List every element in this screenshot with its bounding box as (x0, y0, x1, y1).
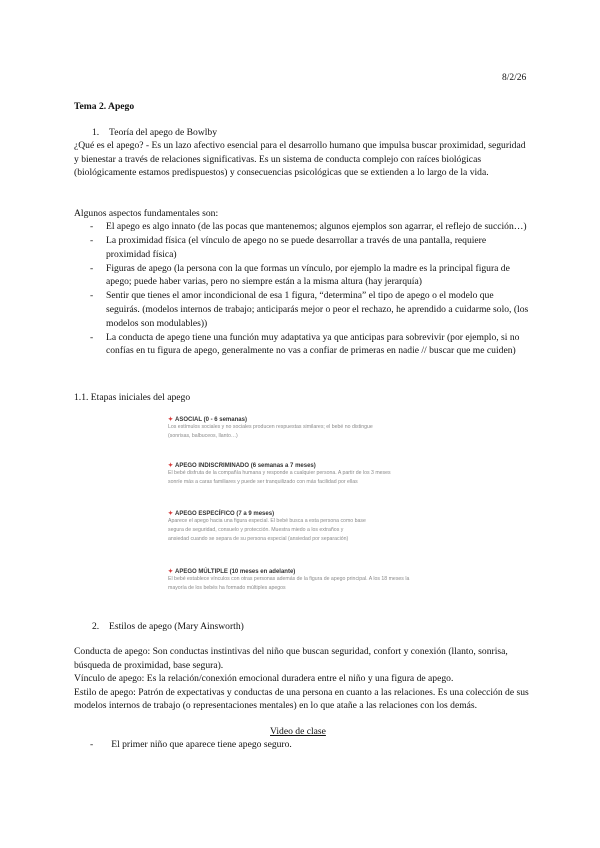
bullet-dash: - (90, 221, 94, 232)
list-item (74, 234, 529, 261)
bullet-dash: - (90, 739, 94, 750)
pin-icon: ✦ (168, 417, 174, 423)
bullet-dash: - (90, 235, 94, 247)
stage-multiple (168, 568, 458, 593)
list-item (74, 289, 529, 330)
stage-text-line: El bebé disfruta de la compañía humana y responde a cualquier persona. A partir de los 3 meses (168, 470, 391, 476)
video-section-title: Video de clase (270, 726, 326, 737)
aspects-list (74, 220, 529, 358)
section-2-title: Estilos de apego (Mary Ainsworth) (109, 621, 244, 632)
stage-indiscriminado (168, 462, 458, 487)
list-item-text: La conducta de apego tiene una función muy adaptativa ya que anticipas para sobrevivir (por ejemplo, si no confías en tu figura de apego, generalmente no vas a confiar de primeras en nadie // buscar que me cuiden) (106, 331, 520, 357)
list-item-text: La proximidad física (el vínculo de apego no se puede desarrollar a través de una pantalla, requiere proximidad física) (106, 235, 487, 260)
stage-text-line: El bebé establece vínculos con otras personas además de la figura de apego principal. A los 18 meses la (168, 576, 410, 582)
section-2-number: 2. (92, 621, 100, 632)
definition-estilo: Estilo de apego: Patrón de expectativas y conductas de una persona en cuanto a las relaciones. Es una colección de sus modelos internos de trabajo (o representaciones mentales) en lo que atañe a las relaciones con los demás. (74, 686, 529, 712)
definition-conducta: Conducta de apego: Son conductas instintivas del niño que buscan seguridad, confort y conexión (llanto, sonrisa, búsqueda de proximidad, base segura). (74, 646, 508, 671)
stage-title: APEGO MÚLTIPLE (10 meses en adelante) (175, 569, 296, 575)
stage-text-line: Aparece el apego hacia una figura especial. El bebé busca a esta persona como base (168, 518, 366, 524)
attachment-definitions (74, 645, 529, 713)
stage-title: APEGO ESPECÍFICO (7 a 9 meses) (175, 511, 275, 517)
pin-icon: ✦ (168, 463, 174, 469)
stage-title: APEGO INDISCRIMINADO (6 semanas a 7 meses) (175, 463, 316, 469)
stage-text-line: sonríe más a caras familiares y puede ser tranquilizado con más facilidad por ellas (168, 479, 358, 485)
stage-text-line: segura de seguridad, consuelo y protección. Muestra miedo a los extraños y (168, 527, 344, 533)
list-item (74, 220, 529, 234)
bullet-dash: - (90, 262, 94, 274)
bullet-dash: - (90, 331, 94, 343)
stage-text-line: mayoría de los bebés ha formado múltiples apegos (168, 585, 286, 591)
section-1-title: Teoría del apego de Bowlby (109, 127, 218, 138)
definition-vinculo: Vínculo de apego: Es la relación/conexión emocional duradera entre el niño y una figura de apego. (74, 673, 454, 685)
pin-icon: ✦ (168, 569, 174, 575)
list-item-text: Figuras de apego (la persona con la que formas un vínculo, por ejemplo la madre es la principal figura de apego; puede haber varias, pero no siempre están a la misma altura (hay jerarquía) (106, 262, 510, 288)
subsection-title: 1.1. Etapas iniciales del apego (74, 392, 191, 403)
aspects-heading: Algunos aspectos fundamentales son: (74, 208, 219, 219)
section-1-number: 1. (92, 127, 100, 138)
topic-title: Tema 2. Apego (74, 101, 135, 112)
list-item-text: Sentir que tienes el amor incondicional de esa 1 figura, “determina” el tipo de apego o el modelo que seguirás. (modelos internos de trabajo; anticiparás mejor o peor el rechazo, he aprendido a cuidarme solo, (los modelos son modulables)) (106, 290, 529, 329)
bullet-dash: - (90, 290, 94, 302)
stage-text-line: (sonrisas, balbuceos, llanto…) (168, 433, 238, 439)
stage-asocial (168, 416, 458, 441)
stage-text-line: Los estímulos sociales y no sociales producen respuestas similares; el bebé no distingue (168, 424, 373, 430)
pin-icon: ✦ (168, 511, 174, 517)
document-date: 8/2/26 (502, 73, 527, 83)
stage-title: ASOCIAL (0 - 6 semanas) (175, 417, 247, 423)
list-item (74, 262, 529, 289)
video-list-item (90, 738, 292, 751)
list-item-text: El apego es algo innato (de las pocas que mantenemos; algunos ejemplos son agarrar, el reflejo de succión…) (106, 221, 527, 232)
stage-text-line: ansiedad cuando se separa de su persona especial (ansiedad por separación) (168, 536, 349, 542)
stage-especifico (168, 510, 458, 544)
apego-definition-paragraph: ¿Qué es el apego? - Es un lazo afectivo esencial para el desarrollo humano que impulsa buscar proximidad, seguridad y bienestar a través de relaciones significativas. Es un sistema de conducta complejo con raíces biológicas (biológicamente estamos predispuestos) y consecuencias psicológicas que se extienden a lo largo de la vida. (74, 140, 526, 179)
video-item-text: El primer niño que aparece tiene apego seguro. (111, 739, 292, 750)
list-item (74, 331, 529, 358)
attachment-stages-image (164, 414, 464, 610)
